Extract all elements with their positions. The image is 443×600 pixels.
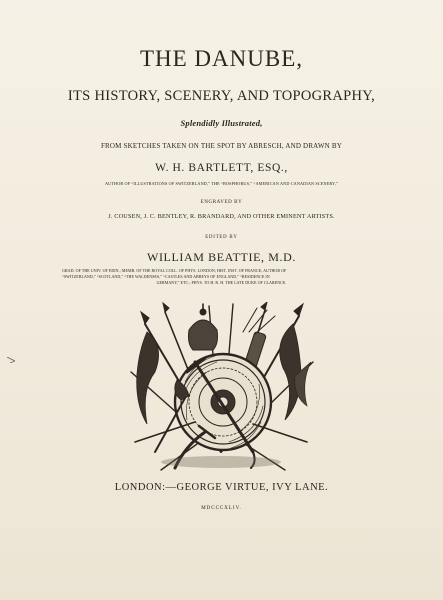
artist-name: W. H. BARTLETT, ESQ.,: [155, 162, 288, 174]
margin-mark: [7, 357, 15, 363]
editor-credentials-line: GERMANY,” ETC.; PHYS. TO H. R. H. THE LATE DUKE OF CLARENCE.: [156, 280, 287, 285]
editor-credentials-line: “SWITZERLAND,” “SCOTLAND,” “THE WALDENSES,” “CASTLES AND ABBEYS OF ENGLAND,” “RESIDENCE IN: [62, 274, 270, 279]
publication-date: MDCCCXLIV.: [201, 506, 242, 511]
publisher-imprint: LONDON:—GEORGE VIRTUE, IVY LANE.: [114, 482, 329, 493]
edited-by-label: EDITED BY: [205, 235, 238, 240]
engravers-list: J. COUSEN, J. C. BENTLEY, R. BRANDARD, AND OTHER EMINENT ARTISTS.: [108, 213, 335, 220]
trophy-of-arms-vignette-image: [125, 302, 317, 474]
book-subtitle: ITS HISTORY, SCENERY, AND TOPOGRAPHY,: [67, 88, 376, 104]
sketches-credit: FROM SKETCHES TAKEN ON THE SPOT BY ABRESCH, AND DRAWN BY: [100, 142, 343, 150]
artist-credentials: AUTHOR OF “ILLUSTRATIONS OF SWITZERLAND,” THE “BOSPHORUS,” “AMERICAN AND CANADIAN SCENERY,”: [105, 181, 338, 186]
editor-credentials-line: GRAD. OF THE UNIV. OF EDIN.; MEMB. OF THE ROYAL COLL. OF PHYS. LONDON; HIST. INST. OF FRANCE; AUTHOR OF: [62, 268, 287, 273]
book-title: THE DANUBE,: [139, 46, 304, 71]
engraved-by-label: ENGRAVED BY: [200, 200, 243, 205]
gothic-tagline: Splendidly Illustrated,: [180, 118, 263, 128]
editor-name: WILLIAM BEATTIE, M.D.: [147, 250, 296, 264]
